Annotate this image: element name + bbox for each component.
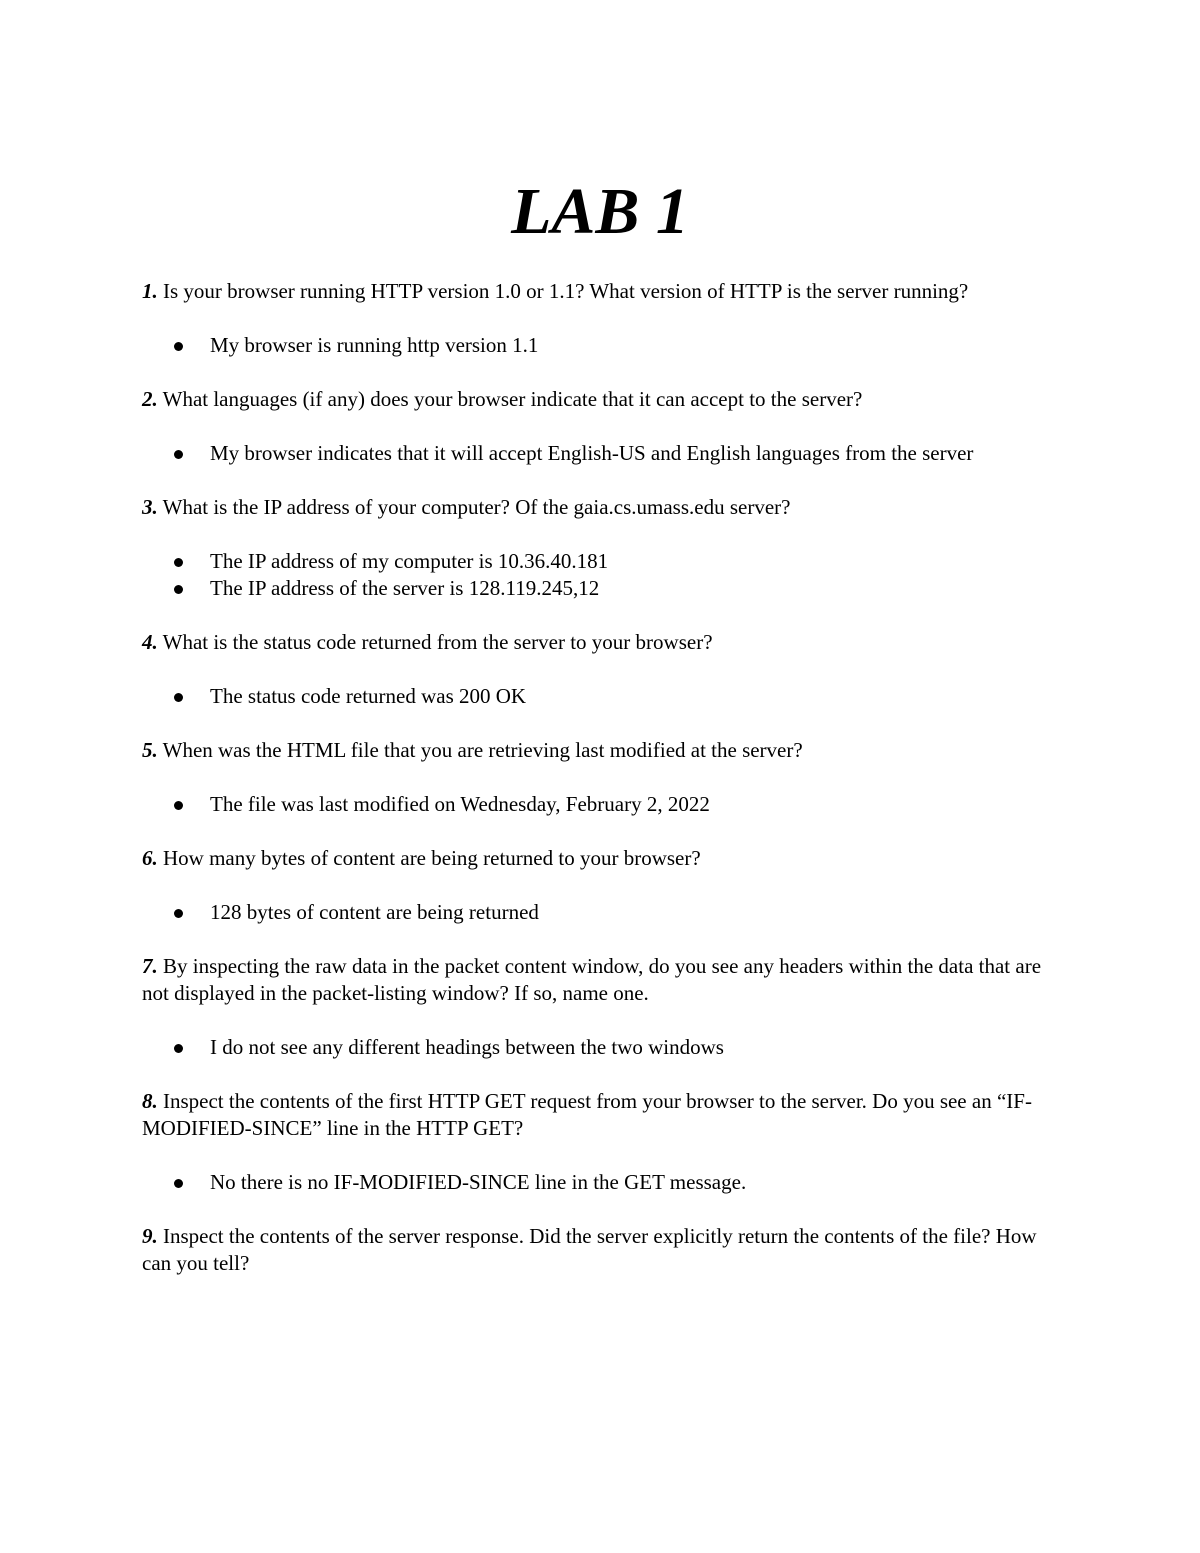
bullet-icon xyxy=(174,909,183,918)
question-number: 4. xyxy=(142,630,158,654)
answer-text: My browser is running http version 1.1 xyxy=(210,333,539,357)
answer-text: The status code returned was 200 OK xyxy=(210,684,527,708)
question-number: 8. xyxy=(142,1089,158,1113)
question-text: By inspecting the raw data in the packet content window, do you see any headers within the data that are not displayed in the packet-listing window? If so, name one. xyxy=(142,954,1042,1005)
question-number: 6. xyxy=(142,846,158,870)
answer-item xyxy=(210,1034,1062,1061)
answer-item xyxy=(210,440,1062,467)
answer-item xyxy=(210,548,1062,575)
answer-text: No there is no IF-MODIFIED-SINCE line in the GET message. xyxy=(210,1170,747,1194)
question-text: When was the HTML file that you are retrieving last modified at the server? xyxy=(157,738,803,762)
answer-list-3 xyxy=(142,548,1062,602)
question-2 xyxy=(142,386,1062,413)
question-list xyxy=(142,278,1062,1304)
answer-item xyxy=(210,575,1062,602)
question-text: Is your browser running HTTP version 1.0 or 1.1? What version of HTTP is the server running? xyxy=(157,279,969,303)
answer-text: I do not see any different headings between the two windows xyxy=(210,1035,724,1059)
question-7 xyxy=(142,953,1062,1007)
answer-item xyxy=(210,899,1062,926)
answer-list-7 xyxy=(142,1034,1062,1061)
question-number: 7. xyxy=(142,954,158,978)
question-text: Inspect the contents of the first HTTP GET request from your browser to the server. Do you see an “IF-MODIFIED-SINCE” line in the HTTP GET? xyxy=(142,1089,1032,1140)
question-number: 3. xyxy=(142,495,158,519)
question-8 xyxy=(142,1088,1062,1142)
answer-text: The file was last modified on Wednesday, February 2, 2022 xyxy=(210,792,710,816)
answer-list-1 xyxy=(142,332,1062,359)
question-text: What is the status code returned from the server to your browser? xyxy=(157,630,713,654)
bullet-icon xyxy=(174,693,183,702)
answer-list-6 xyxy=(142,899,1062,926)
answer-list-4 xyxy=(142,683,1062,710)
answer-list-2 xyxy=(142,440,1062,467)
answer-text: The IP address of the server is 128.119.245,12 xyxy=(210,576,600,600)
bullet-icon xyxy=(174,342,183,351)
answer-text: 128 bytes of content are being returned xyxy=(210,900,539,924)
answer-list-5 xyxy=(142,791,1062,818)
answer-text: My browser indicates that it will accept English-US and English languages from the server xyxy=(210,441,974,465)
bullet-icon xyxy=(174,1044,183,1053)
question-9 xyxy=(142,1223,1062,1277)
bullet-icon xyxy=(174,558,183,567)
answer-item xyxy=(210,791,1062,818)
question-1 xyxy=(142,278,1062,305)
bullet-icon xyxy=(174,450,183,459)
bullet-icon xyxy=(174,1179,183,1188)
question-text: How many bytes of content are being returned to your browser? xyxy=(157,846,701,870)
question-text: What languages (if any) does your browser indicate that it can accept to the server? xyxy=(157,387,863,411)
question-number: 2. xyxy=(142,387,158,411)
page-title: LAB 1 xyxy=(511,175,689,248)
question-text: What is the IP address of your computer? Of the gaia.cs.umass.edu server? xyxy=(157,495,791,519)
answer-item xyxy=(210,1169,1062,1196)
answer-text: The IP address of my computer is 10.36.40.181 xyxy=(210,549,609,573)
question-number: 5. xyxy=(142,738,158,762)
answer-item xyxy=(210,332,1062,359)
question-number: 9. xyxy=(142,1224,158,1248)
answer-item xyxy=(210,683,1062,710)
question-3 xyxy=(142,494,1062,521)
bullet-icon xyxy=(174,801,183,810)
question-5 xyxy=(142,737,1062,764)
question-text: Inspect the contents of the server response. Did the server explicitly return the contents of the file? How can you tell? xyxy=(142,1224,1037,1275)
question-4 xyxy=(142,629,1062,656)
question-number: 1. xyxy=(142,279,158,303)
answer-list-8 xyxy=(142,1169,1062,1196)
question-6 xyxy=(142,845,1062,872)
bullet-icon xyxy=(174,585,183,594)
